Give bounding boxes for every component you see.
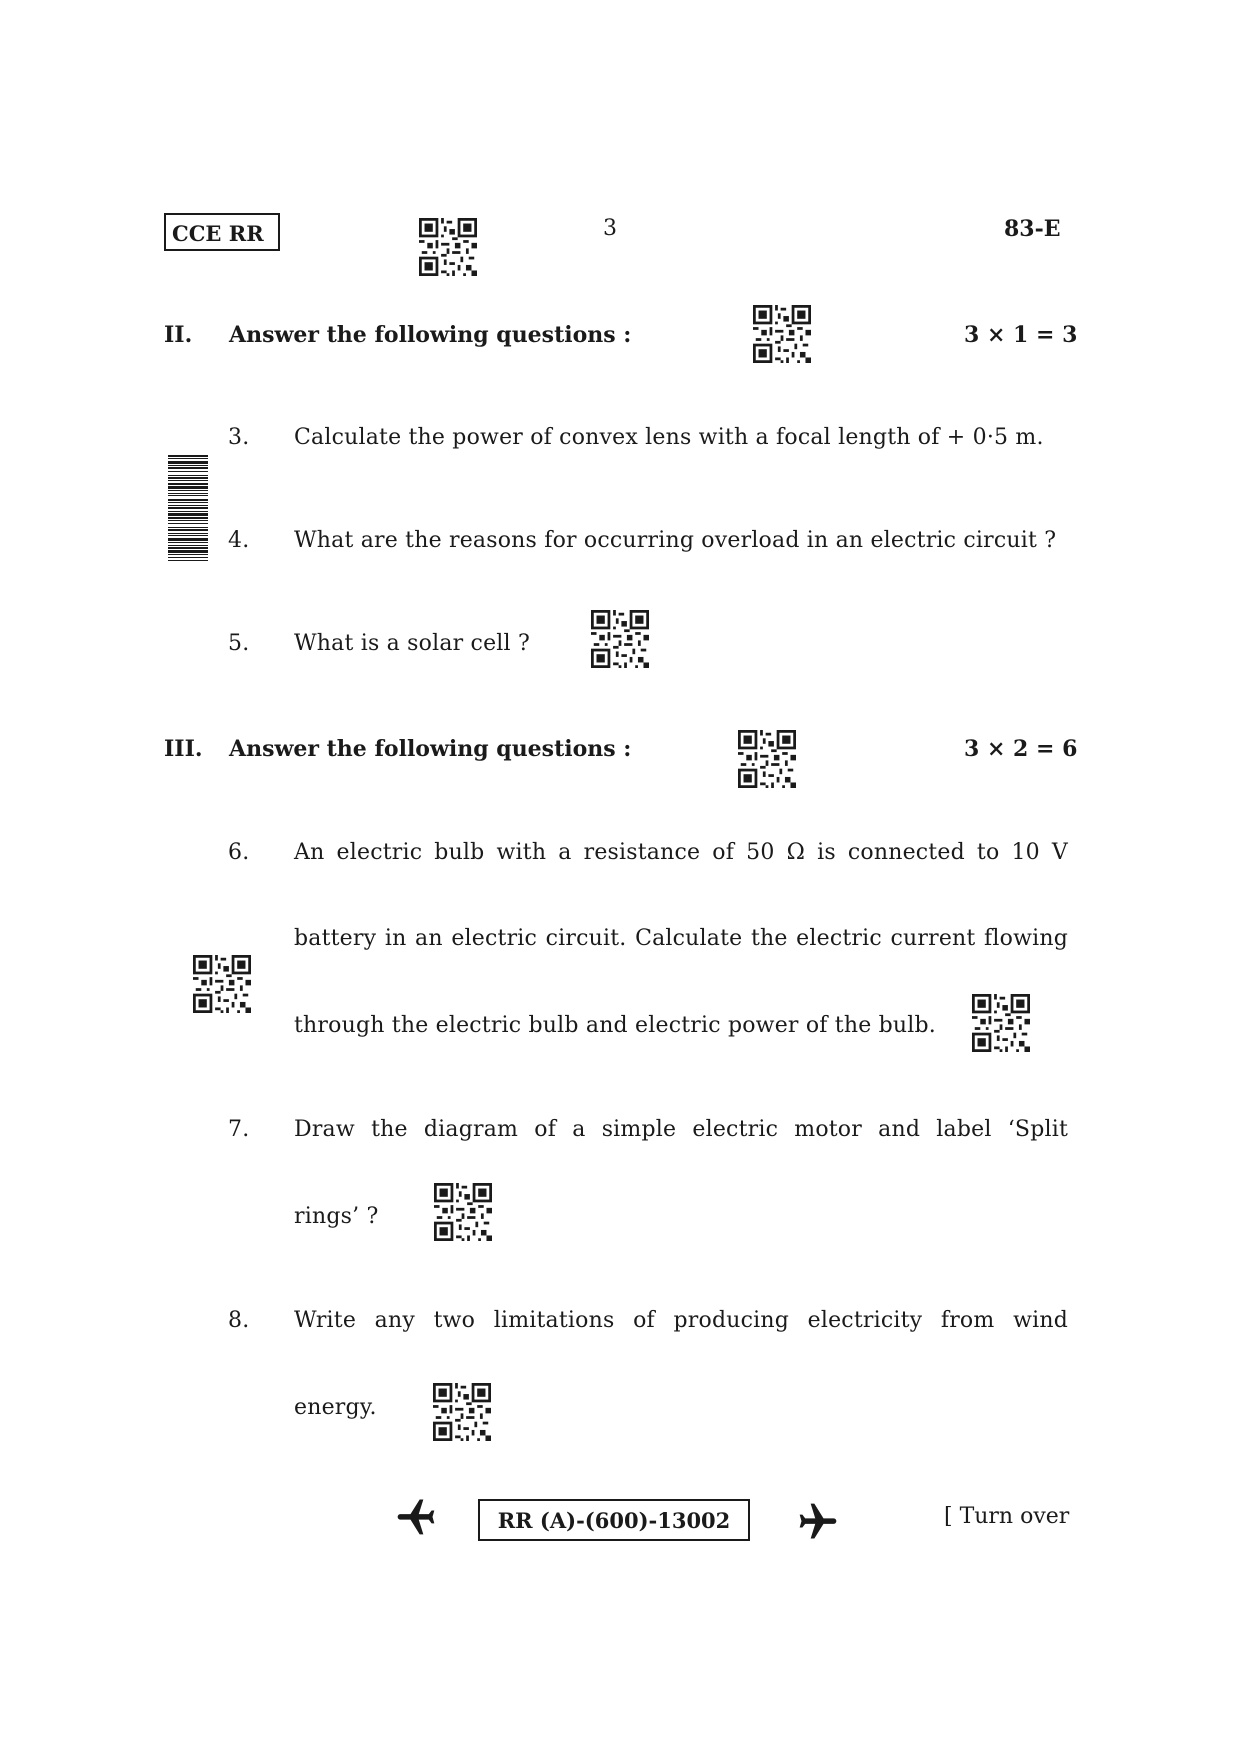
airplane-icon [796, 1500, 840, 1544]
question-text: An electric bulb with a resistance of 50 Ω is connected to 10 V [294, 840, 1068, 865]
question-text: through the electric bulb and electric power of the bulb. [294, 1013, 936, 1038]
question-text: Calculate the power of convex lens with a focal length of + 0·5 m. [294, 425, 1044, 450]
question-text: rings’ ? [294, 1204, 379, 1229]
question-number: 6. [228, 840, 250, 865]
qr-code-icon [193, 955, 251, 1013]
qr-code-icon [419, 218, 477, 276]
section-marks: 3 × 2 = 6 [964, 736, 1078, 762]
question-text: battery in an electric circuit. Calculate the electric current flowing [294, 926, 1068, 951]
question-number: 7. [228, 1117, 250, 1142]
question-number: 8. [228, 1308, 250, 1333]
question-number: 4. [228, 528, 250, 553]
section-title: Answer the following questions : [229, 322, 632, 348]
turn-over: [ Turn over [944, 1504, 1070, 1529]
footer-code: RR (A)-(600)-13002 [497, 1508, 731, 1533]
question-text: What is a solar cell ? [294, 631, 530, 656]
barcode-icon [168, 455, 208, 670]
page-number: 3 [603, 216, 617, 241]
section-number: II. [164, 322, 193, 348]
question-number: 5. [228, 631, 250, 656]
question-text: What are the reasons for occurring overload in an electric circuit ? [294, 528, 1057, 553]
section-marks: 3 × 1 = 3 [964, 322, 1078, 348]
qr-code-icon [433, 1383, 491, 1441]
paper-code: 83-E [1004, 216, 1061, 242]
question-text: Write any two limitations of producing electricity from wind [294, 1308, 1068, 1333]
code-box-label: CCE RR [172, 221, 264, 246]
question-text: energy. [294, 1395, 377, 1420]
footer-code-box [478, 1499, 750, 1541]
airplane-icon [394, 1494, 438, 1538]
code-box [164, 213, 280, 251]
qr-code-icon [753, 305, 811, 363]
qr-code-icon [738, 730, 796, 788]
question-text: Draw the diagram of a simple electric motor and label ‘Split [294, 1117, 1068, 1142]
question-number: 3. [228, 425, 250, 450]
section-title: Answer the following questions : [229, 736, 632, 762]
section-number: III. [164, 736, 203, 762]
qr-code-icon [591, 610, 649, 668]
qr-code-icon [434, 1183, 492, 1241]
qr-code-icon [972, 994, 1030, 1052]
